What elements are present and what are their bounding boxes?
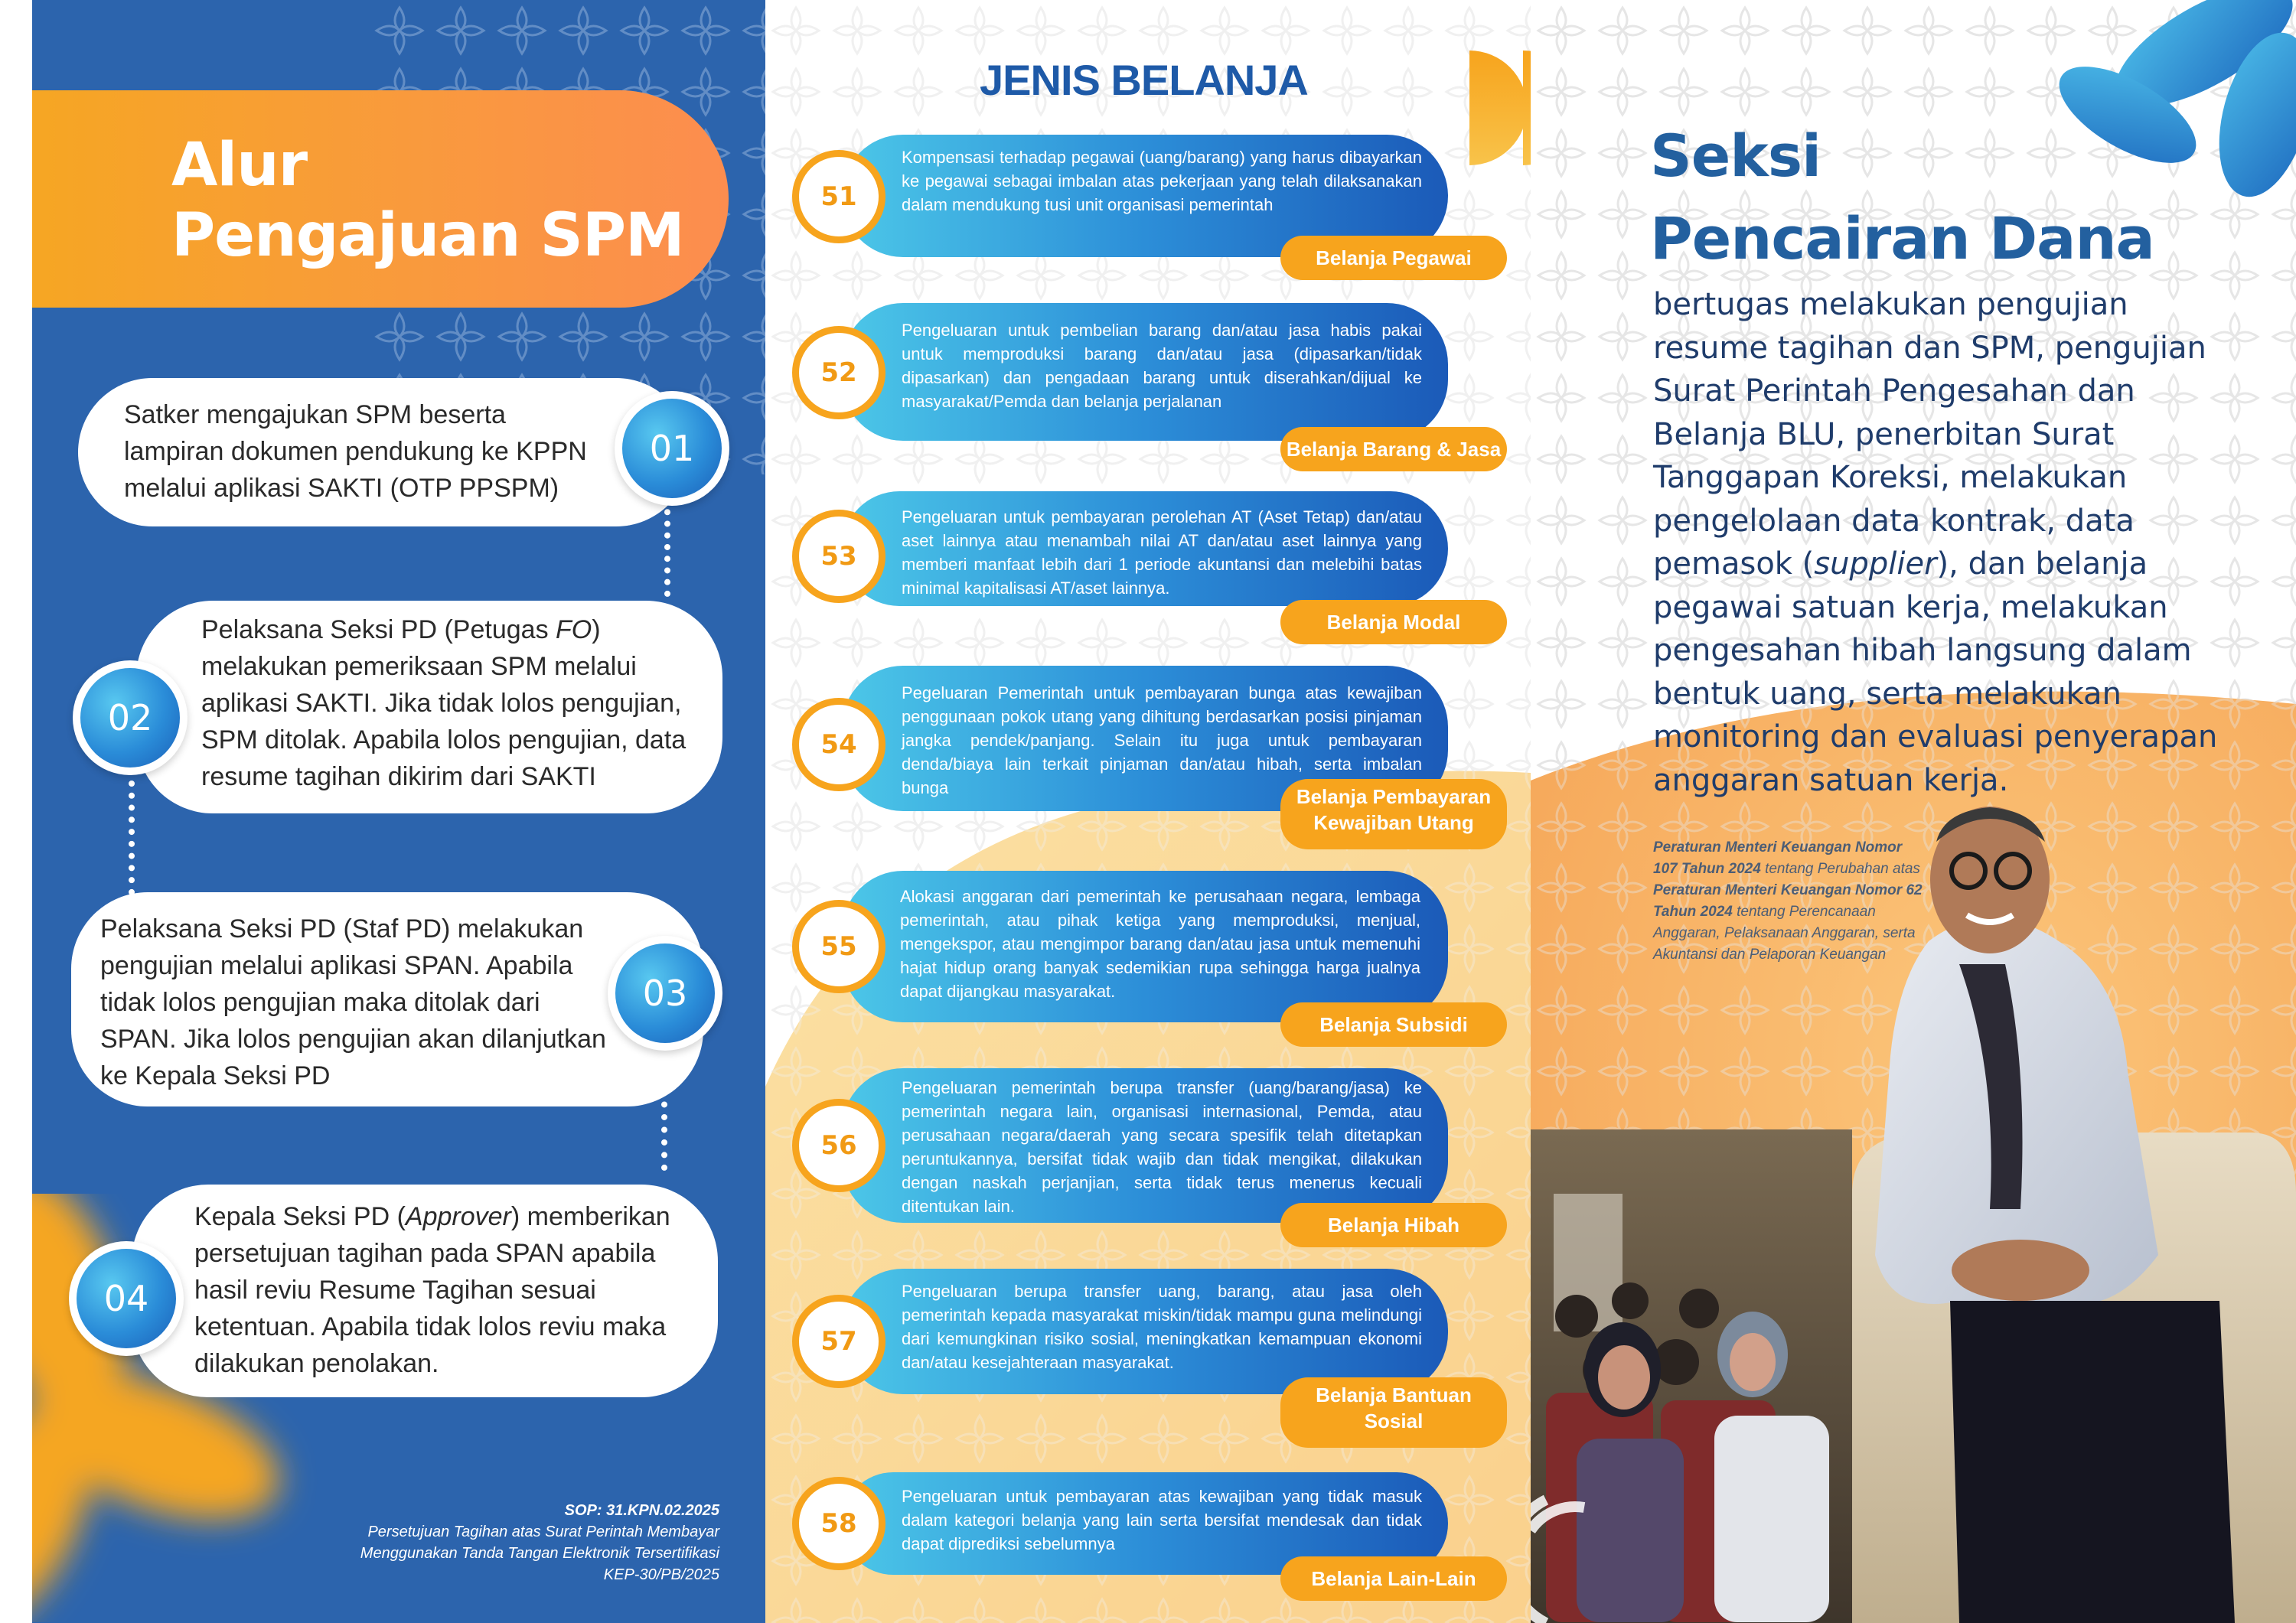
belanja-card	[842, 491, 1448, 606]
belanja-description: Kompensasi terhadap pegawai (uang/barang) yang harus dibayarkan ke pegawai sebagai imbalan atas pekerjaan yang telah dilaksanakan dalam mendukung tusi unit organisasi pemerintah	[902, 148, 1422, 214]
step-number: 04	[77, 1249, 176, 1348]
step-number: 01	[622, 399, 722, 498]
belanja-card	[842, 303, 1448, 441]
belanja-code-badge: 56	[792, 1099, 885, 1192]
belanja-code-badge: 54	[792, 698, 885, 791]
section-title: Seksi Pencairan Dana	[1650, 122, 2154, 272]
belanja-tag: Belanja Hibah	[1280, 1203, 1507, 1247]
left-panel	[32, 0, 765, 1623]
step-number-badge	[608, 936, 722, 1051]
belanja-code-badge: 52	[792, 326, 885, 419]
step-number-badge	[69, 1241, 184, 1356]
step-number: 02	[80, 668, 180, 768]
belanja-description: Pengeluaran pemerintah berupa transfer (uang/barang/jasa) ke pemerintah negara lain, organisasi internasional, Pemda, atau perusahaan negara/daerah yang secara spesifik telah ditetapkan peruntukannya, bersifat tidak wajib dan tidak mengikat, dilakukan dengan naskah perjanjian, serta tidak terus menerus kecuali ditentukan lain.	[902, 1078, 1422, 1216]
sop-reference: SOP: 31.KPN.02.2025 Persetujuan Tagihan atas Surat Perintah Membayar Menggunakan Tanda Tangan Elektronik Tersertifikasi KEP-30/PB/2025	[360, 1502, 719, 1583]
step-text: Pelaksana Seksi PD (Petugas FO) melakukan pemeriksaan SPM melalui aplikasi SAKTI. Jika tidak lolos pengujian, SPM ditolak. Apabila lolos pengujian, data resume tagihan dikirim dari SAKTI	[201, 615, 687, 791]
belanja-description: Pengeluaran untuk pembayaran perolehan AT (Aset Tetap) dan/atau aset lainnya atau menambah nilai AT dan/atau aset lainnya yang memberi manfaat lebih dari 1 periode akuntansi dan melebihi batas minimal kapitalisasi AT/aset lainnya.	[902, 507, 1422, 598]
page-title: Alur Pengajuan SPM	[171, 131, 684, 270]
step-number: 03	[615, 943, 715, 1043]
step-text: Kepala Seksi PD (Approver) memberikan persetujuan tagihan pada SPAN apabila hasil reviu Resume Tagihan sesuai ketentuan. Apabila tidak lolos reviu maka dilakukan penolakan.	[194, 1202, 670, 1378]
belanja-description: Pengeluaran berupa transfer uang, barang, atau jasa oleh pemerintah kepada masyarakat miskin/tidak mampu guna melindungi dari kemungkinan risiko sosial, meningkatkan kemampuan ekonomi dan/atau kesejahteraan masyarakat.	[902, 1282, 1422, 1372]
belanja-tag: Belanja Modal	[1280, 600, 1507, 644]
belanja-code-badge: 57	[792, 1295, 885, 1388]
step-text: Satker mengajukan SPM beserta lampiran dokumen pendukung ke KPPN melalui aplikasi SAKTI (OTP PPSPM)	[124, 400, 587, 503]
title-banner	[32, 90, 729, 308]
belanja-tag: Belanja Pembayaran Kewajiban Utang	[1280, 779, 1507, 849]
step-card	[136, 601, 722, 813]
staff-photo	[1531, 0, 2296, 1623]
connector-dots	[664, 497, 670, 597]
step-number-badge	[73, 660, 188, 775]
step-card	[132, 1185, 718, 1397]
belanja-code-badge: 51	[792, 150, 885, 243]
connector-dots	[129, 781, 135, 895]
belanja-code-badge: 58	[792, 1477, 885, 1570]
regulation-reference: Peraturan Menteri Keuangan Nomor 107 Tahun 2024 tentang Perubahan atas Peraturan Menteri Keuangan Nomor 62 Tahun 2024 tentang Perencanaan Anggaran, Pelaksanaan Anggaran, serta Akuntansi dan Pelaporan Keuangan	[1653, 839, 1923, 963]
belanja-tag: Belanja Lain-Lain	[1280, 1556, 1507, 1601]
belanja-card	[842, 1269, 1448, 1394]
belanja-tag: Belanja Bantuan Sosial	[1280, 1377, 1507, 1448]
belanja-card	[842, 1068, 1448, 1223]
belanja-description: Pengeluaran untuk pembayaran atas kewajiban yang tidak masuk dalam kategori belanja yang lain serta bersifat mendesak dan tidak dapat diprediksi sebelumnya	[902, 1487, 1422, 1553]
belanja-description: Pegeluaran Pemerintah untuk pembayaran bunga atas kewajiban penggunaan pokok utang yang dihitung berdasarkan posisi pinjaman jangka pendek/panjang. Selain itu juga untuk pembayaran denda/biaya lain terkait pinjaman dan/atau hibah, serta imbalan bunga	[902, 683, 1422, 797]
step-number-badge	[615, 391, 729, 506]
belanja-code-badge: 55	[792, 900, 885, 993]
belanja-tag: Belanja Barang & Jasa	[1280, 427, 1507, 471]
belanja-description: Pengeluaran untuk pembelian barang dan/atau jasa habis pakai untuk memproduksi barang dan/atau jasa (dipasarkan/tidak dipasarkan) dan pengadaan barang untuk diserahkan/dijual ke masyarakat/Pemda dan belanja perjalanan	[902, 321, 1422, 411]
right-panel	[1531, 0, 2296, 1623]
belanja-card	[842, 871, 1448, 1022]
step-text: Pelaksana Seksi PD (Staf PD) melakukan pengujian melalui aplikasi SPAN. Apabila tidak lolos pengujian maka ditolak dari SPAN. Jika lolos pengujian akan dilanjutkan ke Kepala Seksi PD	[100, 914, 606, 1090]
belanja-code-badge: 53	[792, 510, 885, 603]
section-description: bertugas melakukan pengujian resume tagihan dan SPM, pengujian Surat Perintah Pengesahan dan Belanja BLU, penerbitan Surat Tanggapan Koreksi, melakukan pengelolaan data kontrak, data pemasok (supplier), dan belanja pegawai satuan kerja, melakukan pengesahan hibah langsung dalam bentuk uang, serta melakukan monitoring dan evaluasi penyerapan anggaran satuan kerja.	[1653, 287, 2218, 798]
step-card	[78, 378, 690, 526]
belanja-description: Alokasi anggaran dari pemerintah ke perusahaan negara, lembaga pemerintah, atau pihak ketiga yang memproduksi, menjual, mengekspor, atau mengimpor barang dan/atau jasa untuk memenuhi hajat hidup orang banyak sedemikian rupa sehingga harga jualnya dapat dijangkau masyarakat.	[900, 887, 1420, 1001]
belanja-tag: Belanja Subsidi	[1280, 1002, 1507, 1047]
belanja-tag: Belanja Pegawai	[1280, 236, 1507, 280]
section-title: JENIS BELANJA	[980, 56, 1308, 104]
